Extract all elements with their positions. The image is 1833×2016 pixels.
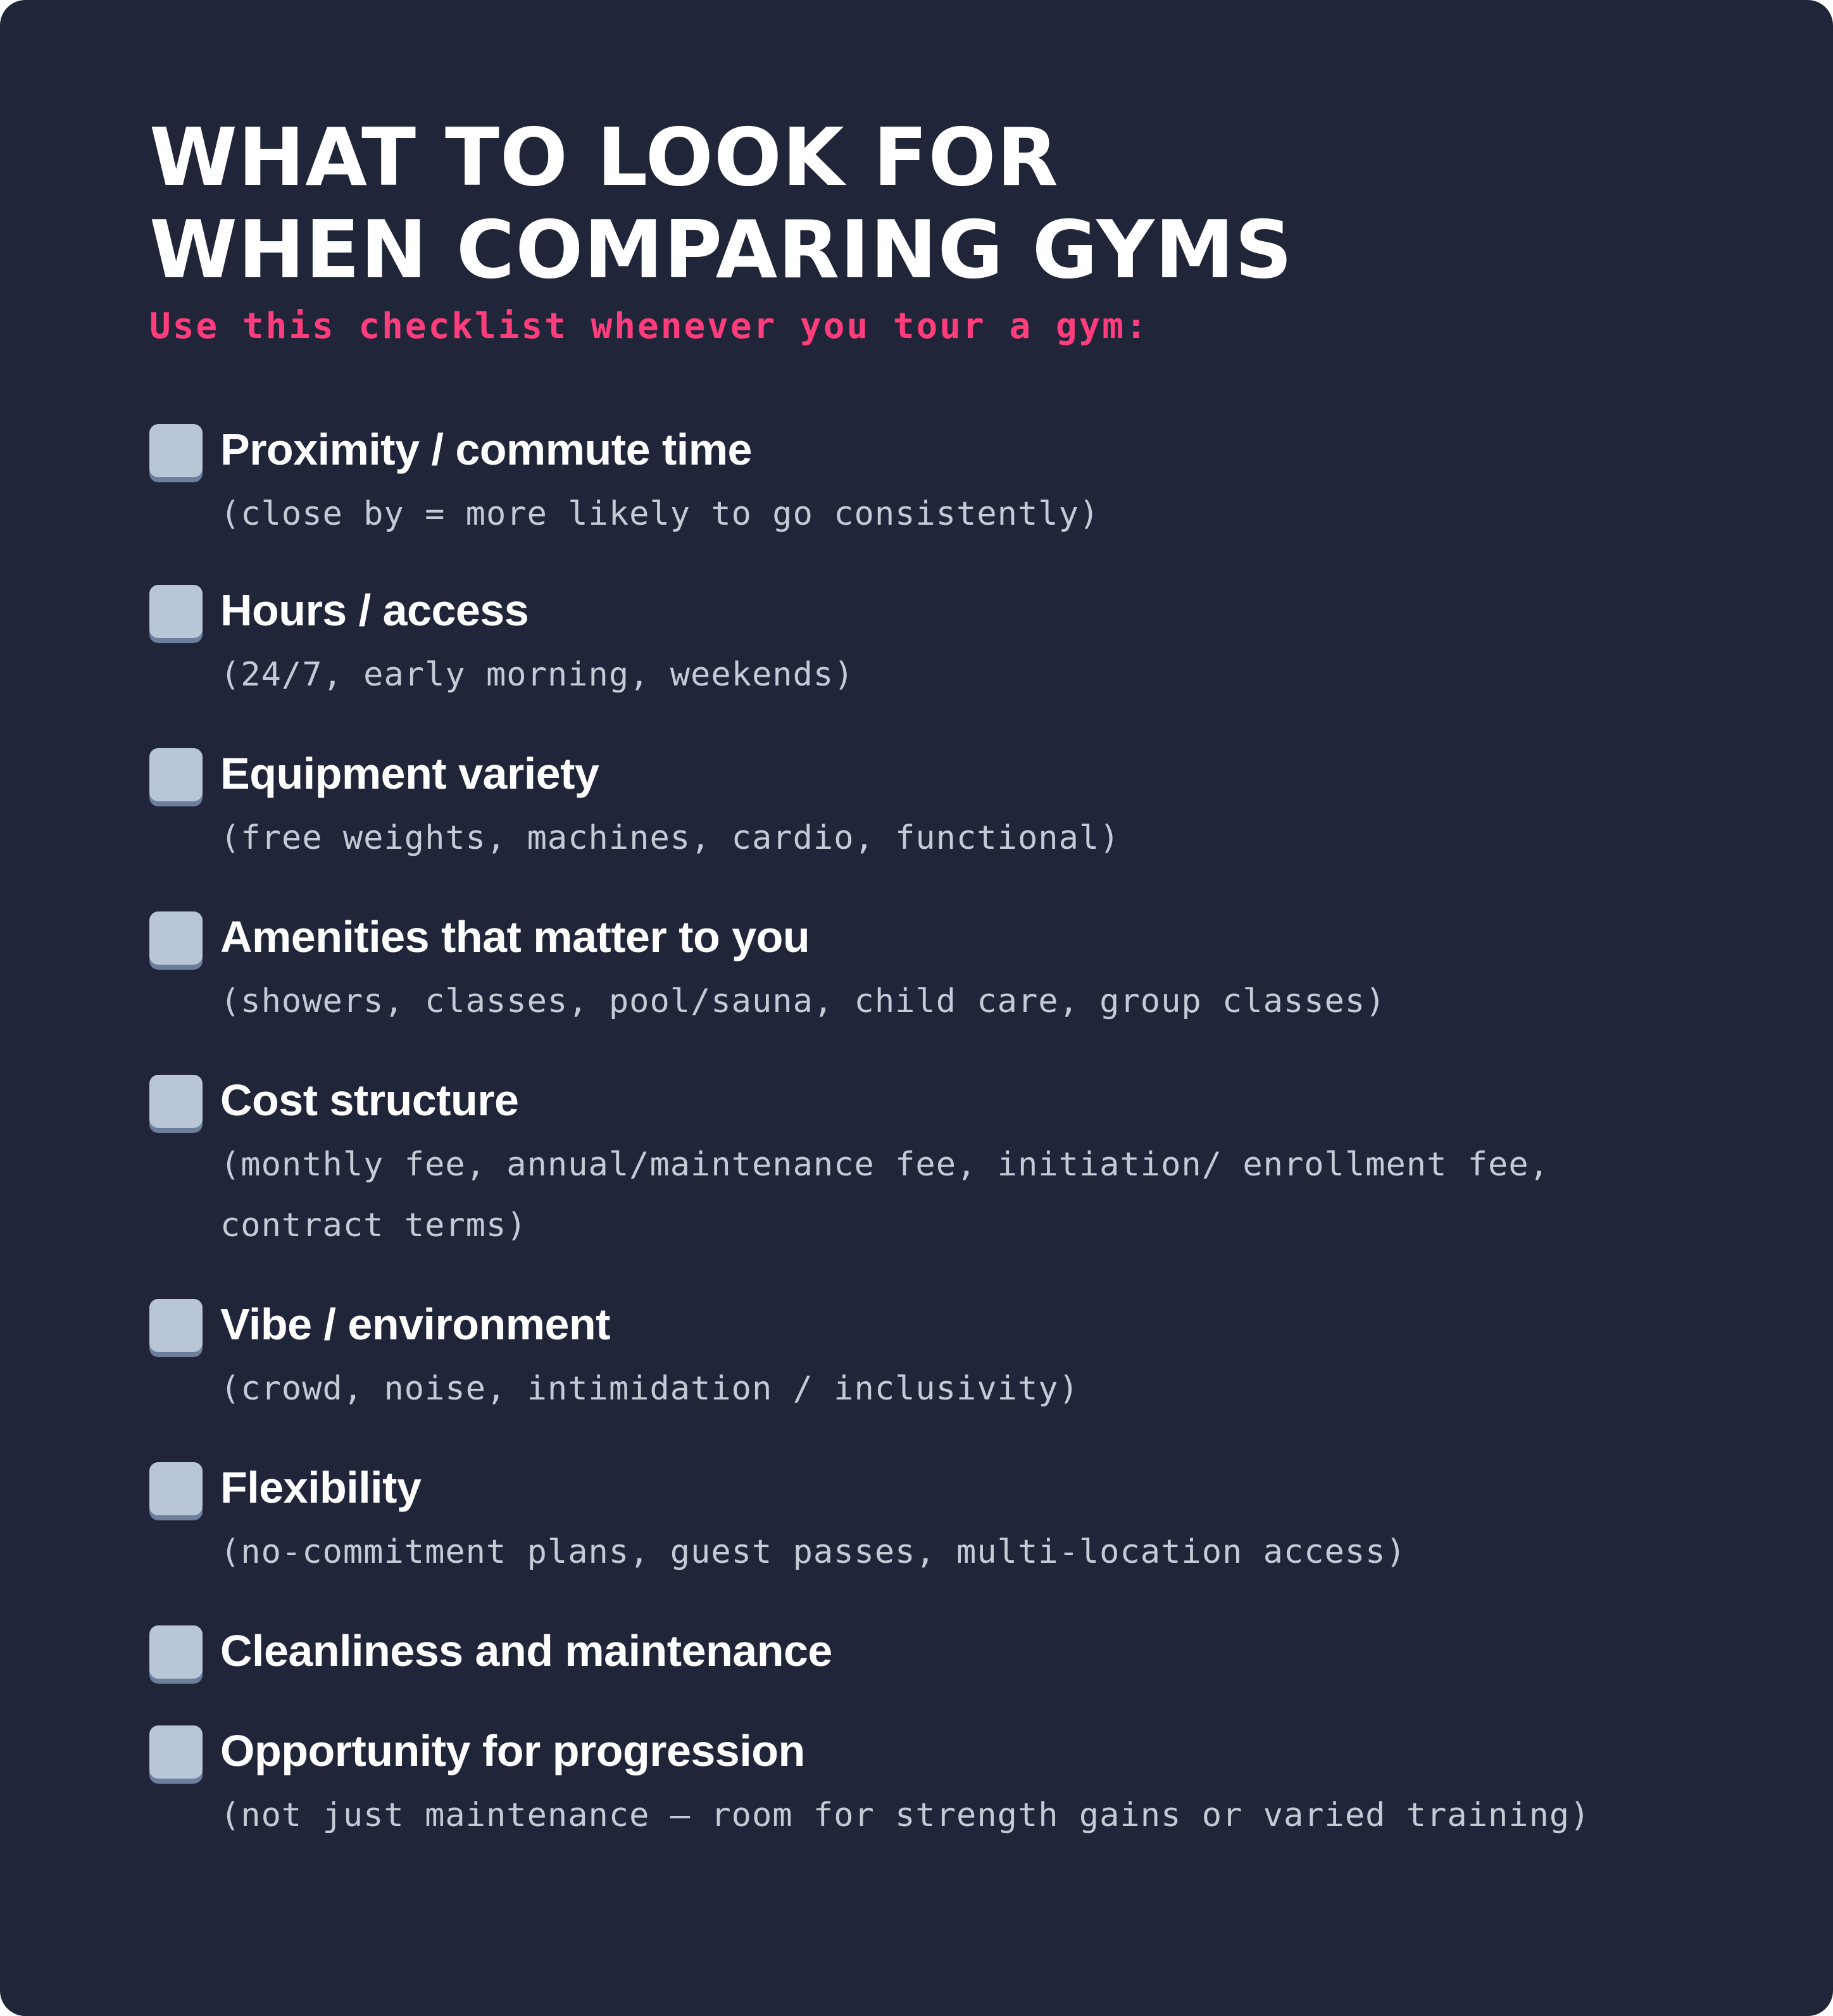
title-line-1: WHAT TO LOOK FOR <box>149 111 1059 204</box>
checklist-item-amenities <box>149 905 1744 1068</box>
item-description: (close by = more likely to go consistently) <box>220 495 1100 533</box>
item-description: (24/7, early morning, weekends) <box>220 656 854 694</box>
checkbox-cost[interactable] <box>149 1075 203 1128</box>
checkbox-cleanliness[interactable] <box>149 1625 203 1679</box>
checklist-item-cleanliness <box>149 1619 1744 1719</box>
item-description: (monthly fee, annual/maintenance fee, initiation/ enrollment fee, contract terms) <box>220 1146 1549 1244</box>
checkbox-amenities[interactable] <box>149 911 203 965</box>
checklist-item-hours <box>149 579 1744 742</box>
checklist-item-cost <box>149 1068 1744 1293</box>
item-title: Vibe / environment <box>220 1299 610 1349</box>
item-title: Cleanliness and maintenance <box>220 1626 832 1675</box>
checklist-item-vibe <box>149 1293 1744 1456</box>
item-title: Opportunity for progression <box>220 1726 805 1775</box>
item-description: (free weights, machines, cardio, functional) <box>220 819 1120 857</box>
checklist-item-equipment <box>149 742 1744 905</box>
item-description: (showers, classes, pool/sauna, child care, group classes) <box>220 982 1386 1020</box>
card-content <box>149 111 1744 1846</box>
checklist-item-proximity <box>149 418 1744 579</box>
item-description: (not just maintenance — room for strength gains or varied training) <box>220 1796 1591 1834</box>
checklist <box>149 418 1744 1846</box>
item-description: (no-commitment plans, guest passes, multi-location access) <box>220 1533 1406 1571</box>
page-title <box>149 111 1744 296</box>
item-title: Amenities that matter to you <box>220 912 810 961</box>
checklist-item-flexibility <box>149 1456 1744 1619</box>
checkbox-progression[interactable] <box>149 1725 203 1779</box>
checkbox-flexibility[interactable] <box>149 1462 203 1515</box>
checklist-item-progression <box>149 1719 1744 1846</box>
item-title: Hours / access <box>220 585 529 635</box>
item-title: Proximity / commute time <box>220 425 752 474</box>
title-line-2: WHEN COMPARING GYMS <box>149 203 1293 296</box>
checkbox-hours[interactable] <box>149 585 203 638</box>
item-title: Cost structure <box>220 1075 519 1125</box>
subtitle: Use this checklist whenever you tour a gym: <box>149 306 1149 347</box>
item-description: (crowd, noise, intimidation / inclusivity) <box>220 1370 1079 1408</box>
checkbox-proximity[interactable] <box>149 424 203 477</box>
item-title: Flexibility <box>220 1463 422 1512</box>
checkbox-vibe[interactable] <box>149 1299 203 1352</box>
checkbox-equipment[interactable] <box>149 748 203 801</box>
item-title: Equipment variety <box>220 749 599 798</box>
